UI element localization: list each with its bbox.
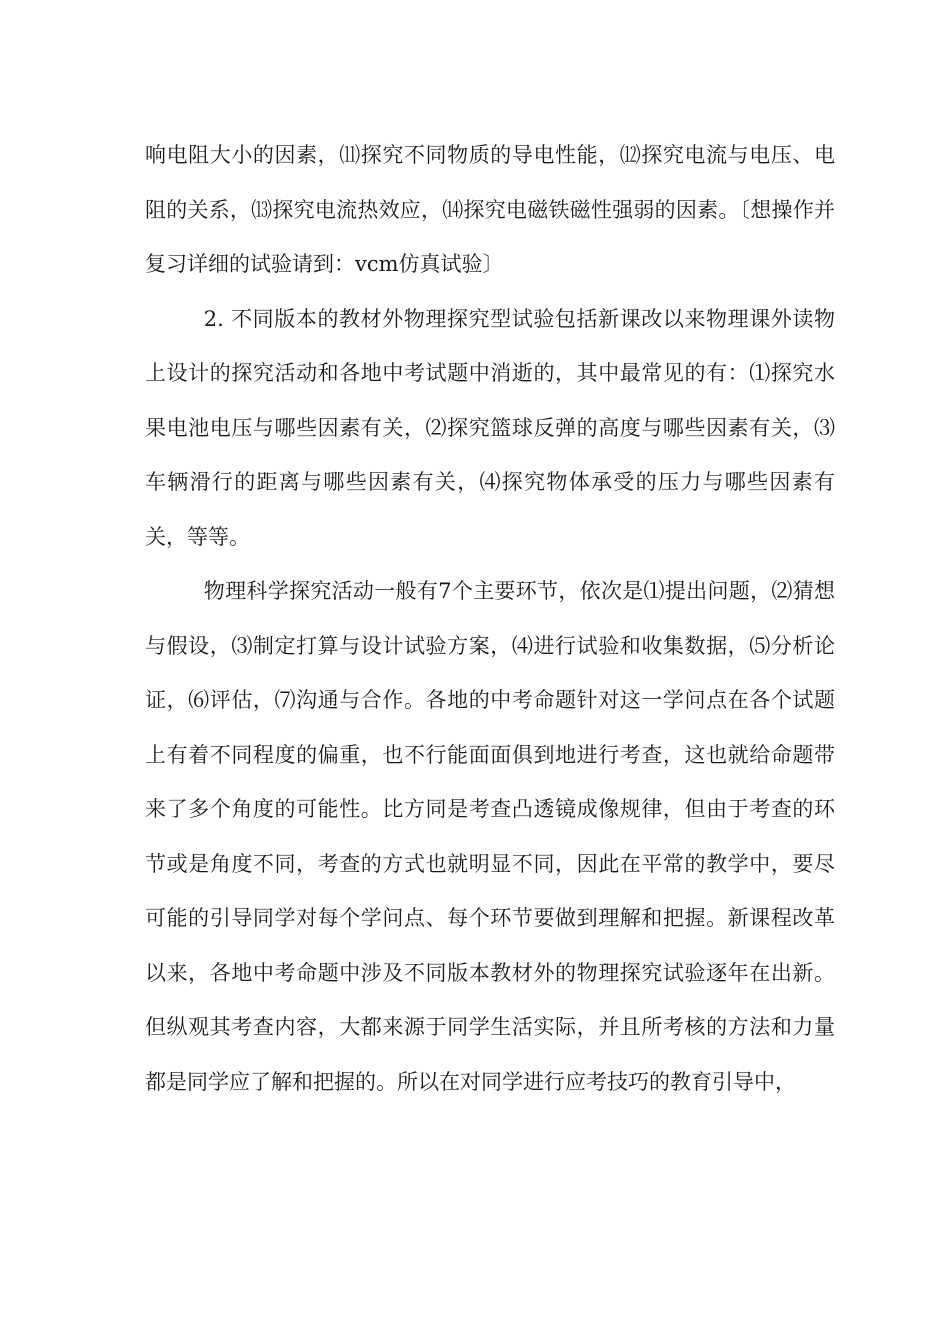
paragraph-continuation: 响电阻大小的因素，⑾探究不同物质的导电性能，⑿探究电流与电压、电阻的关系，⒀探究电流热效应，⒁探究电磁铁磁性强弱的因素。〔想操作并复习详细的试验请到：vcm仿真试验〕 xyxy=(145,143,835,276)
document-body xyxy=(145,128,835,1109)
paragraph-section-2: 2. 不同版本的教材外物理探究型试验包括新课改以来物理课外读物上设计的探究活动和各地中考试题中消逝的，其中最常见的有：⑴探究水果电池电压与哪些因素有关，⑵探究篮球反弹的高度与哪些因素有关，⑶车辆滑行的距离与哪些因素有关，⑷探究物体承受的压力与哪些因素有关，等等。 xyxy=(145,306,835,549)
paragraph-inquiry-steps: 物理科学探究活动一般有7个主要环节，依次是⑴提出问题，⑵猜想与假设，⑶制定打算与设计试验方案，⑷进行试验和收集数据，⑸分析论证，⑹评估，⑺沟通与合作。各地的中考命题针对这一学问点在各个试题上有着不同程度的偏重，也不行能面面俱到地进行考查，这也就给命题带来了多个角度的可能性。比方同是考查凸透镜成像规律，但由于考查的环节或是角度不同，考查的方式也就明显不同，因此在平常的教学中，要尽可能的引导同学对每个学问点、每个环节要做到理解和把握。新课程改革以来，各地中考命题中涉及不同版本教材外的物理探究试验逐年在出新。但纵观其考查内容，大都来源于同学生活实际，并且所考核的方法和力量都是同学应了解和把握的。所以在对同学进行应考技巧的教育引导中， xyxy=(145,579,835,1094)
